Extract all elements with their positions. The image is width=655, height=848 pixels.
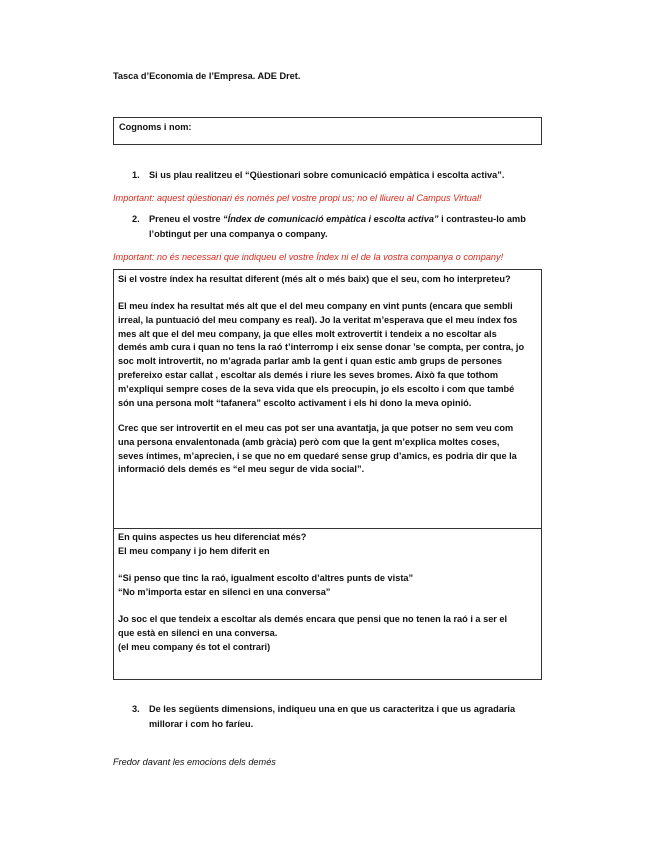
box-1-p1-line: soc molt introvertit, no m’agrada parlar amb la gent i quan estic amb grups de persones [118,356,502,367]
name-box-label: Cognoms i nom: [119,122,192,132]
box-1-paragraph-1 [118,300,538,410]
answer-box-1[interactable] [113,269,542,529]
item-3-text-line2: millorar i com ho faríeu. [149,719,254,729]
item-2-number: 2. [132,214,140,224]
item-2-text-a: Preneu el vostre [149,214,224,224]
item-3-number: 3. [132,704,140,714]
box-1-p1-line: demés amb cura i quan no tens la raó t’interromp i eix sense donar ’se compta, per contra, jo [118,342,525,353]
box-2-p-line: (el meu company és tot el contrari) [118,641,271,652]
box-2-quote: “Si penso que tinc la raó, igualment escolto d’altres punts de vista” [118,573,414,583]
box-1-p2-line: una persona envalentonada (amb gràcia) però com que la gent m’explica moltes coses, [118,436,500,447]
box-2-p-line: Jo soc el que tendeix a escoltar als demés encara que pensi que no tenen la raó i a ser el [118,614,508,624]
item-3-text: De les següents dimensions, indiqueu una en que us caracteritza i que us agradaria [149,704,516,714]
box-1-p1-line: prefereixo estar callat , escoltar als demés i riure les seves bromes. Això fa que tothom [118,369,499,380]
box-1-p1-line: mes alt que el del meu company, ja que elles molt extrovertit i tendeix a no escoltar als [118,328,497,339]
box-1-p2-line: informació dels demés es “el meu segur de vida social”. [118,464,365,475]
box-2-p-line: que està en silenci en una conversa. [118,627,278,638]
box-2-question: En quins aspectes us heu diferenciat més? [118,532,307,542]
box-1-question: Si el vostre índex ha resultat diferent (més alt o més baix) que el seu, com ho interpreteu? [118,274,511,284]
box-2-line-1: El meu company i jo hem diferit en [118,546,270,556]
answer-box-2[interactable] [113,528,542,680]
important-note-2: Important: no és necessari que indiqueu el vostre Índex ni el de la vostra companya o company! [113,252,504,262]
box-1-p1-line: m’expliqui sempre coses de la seva vida que els preocupin, jo els escolto i com que també [118,383,515,394]
item-2-text-c: i contrasteu-lo amb [438,214,526,224]
item-1-number: 1. [132,170,140,180]
item-2-text [149,213,526,227]
item-2-text-line2: l’obtingut per una companya o company. [149,229,328,239]
dimension-text: Fredor davant les emocions dels demés [113,757,276,767]
box-2-quote: “No m’importa estar en silenci en una conversa” [118,586,331,597]
box-1-p2-line: seves íntimes, m’aprecien, i se que no em quedaré sense grup d’amics, es podria dir que la [118,450,517,461]
box-1-paragraph-2 [118,422,538,477]
important-note-1: Important: aquest qüestionari és només pel vostre propi us; no el lliureu al Campus Virtual! [113,193,482,203]
box-2-paragraph [118,613,538,654]
item-2-index-name: “Índex de comunicació empàtica i escolta activa” [223,214,439,224]
name-box[interactable] [113,117,542,145]
box-2-quotes [118,572,413,600]
box-1-p2-line: Crec que ser introvertit en el meu cas pot ser una avantatja, ja que potser no sem veu com [118,423,514,433]
item-1-text: Si us plau realitzeu el “Qüestionari sobre comunicació empàtica i escolta activa”. [149,170,505,180]
document-title: Tasca d’Economia de l’Empresa. ADE Dret. [113,71,301,81]
box-1-p1-line: irreal, la puntuació del meu company es real). Jo la veritat m’esperava que el meu índex fos [118,314,518,325]
box-1-p1-line: són una persona molt “tafanera” escolto activament i els hi dono la meva opinió. [118,397,472,408]
box-1-p1-line: El meu índex ha resultat més alt que el del meu company en vint punts (encara que sembli [118,301,513,311]
